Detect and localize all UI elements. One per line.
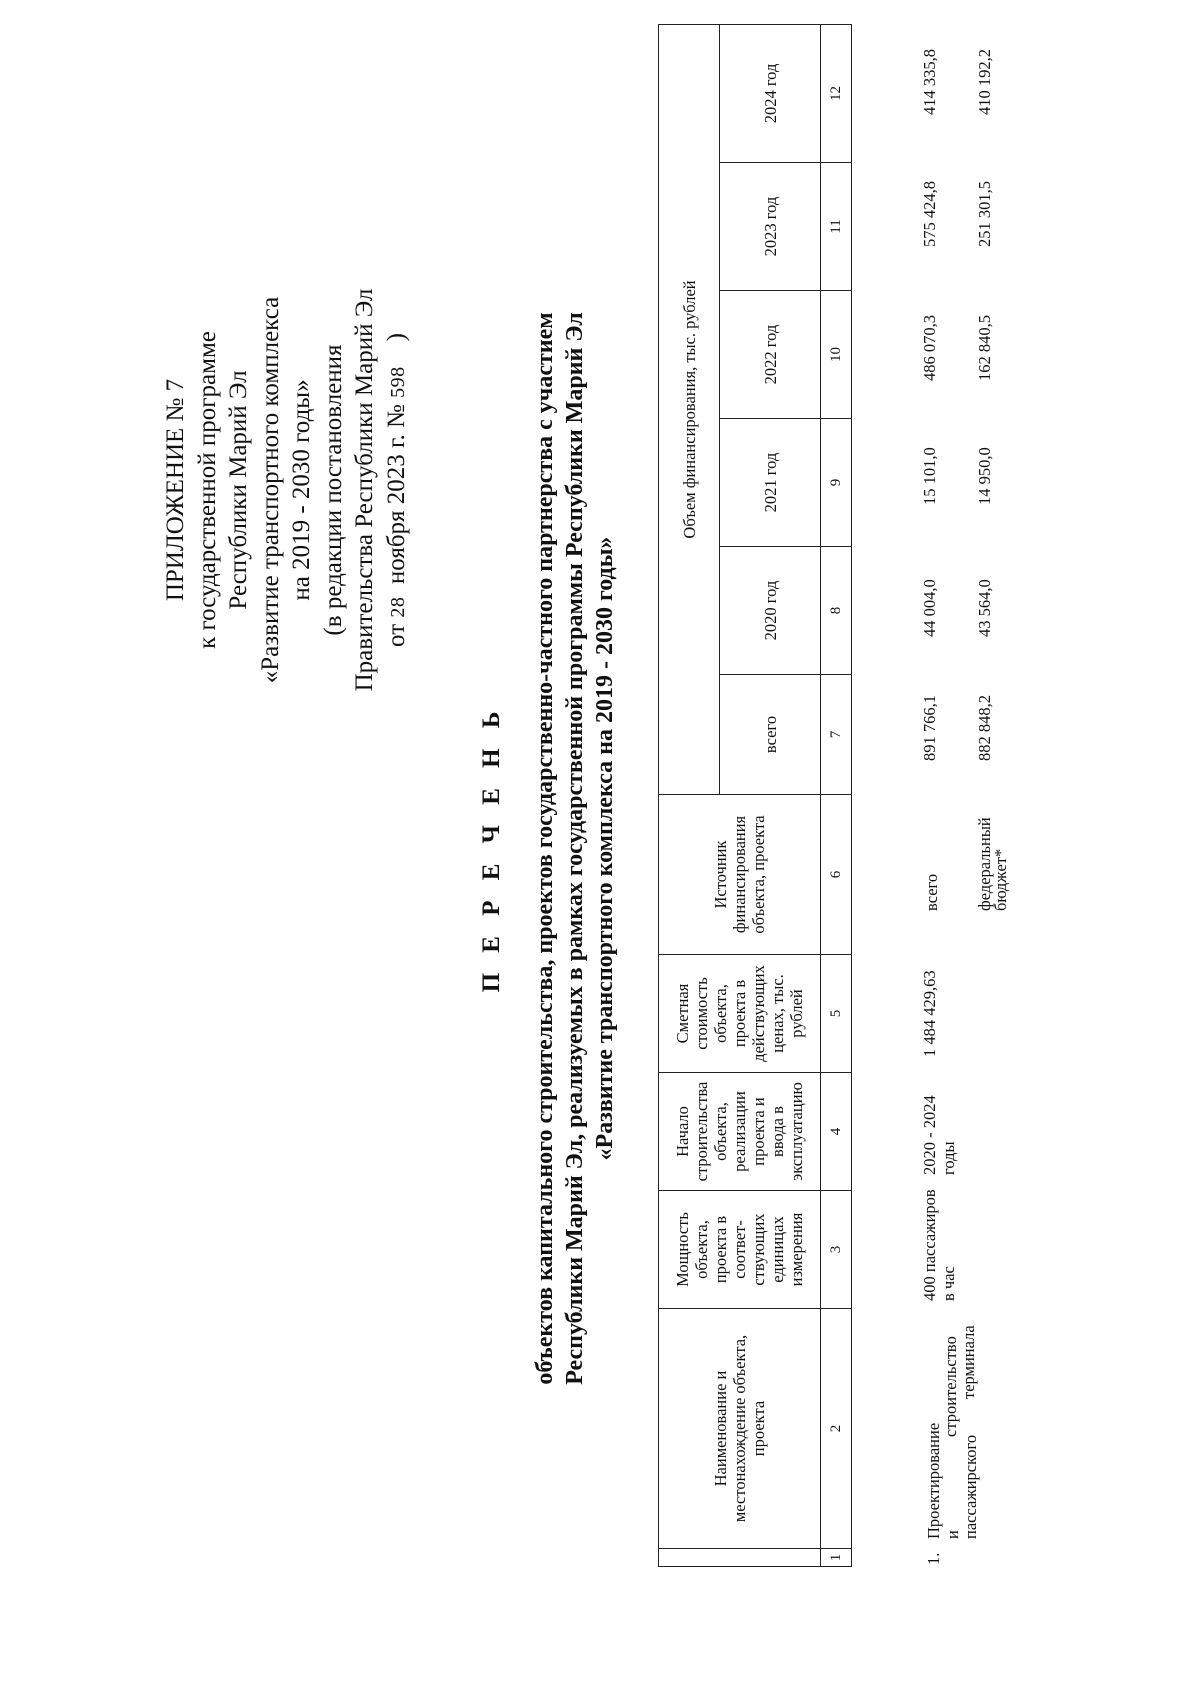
row-value-2021: 15 101,0 bbox=[920, 447, 939, 505]
column-number: 6 bbox=[821, 795, 852, 955]
row-name-line: и bbox=[943, 1530, 962, 1539]
row-value-2020: 44 004,0 bbox=[920, 579, 939, 637]
column-number: 11 bbox=[821, 163, 852, 291]
header-cell-source: Источник финансирования объекта, проекта bbox=[659, 795, 821, 955]
date-day: 28 bbox=[386, 596, 409, 618]
appendix-line: к государственной программе bbox=[193, 331, 221, 649]
column-number: 5 bbox=[821, 955, 852, 1073]
row-capacity-line: 400 пассажиров bbox=[920, 1189, 939, 1301]
date-prefix: от bbox=[382, 623, 410, 647]
header-cell-total: всего bbox=[720, 675, 821, 795]
column-number: 2 bbox=[821, 1309, 852, 1549]
objects-table bbox=[658, 24, 852, 1567]
column-number: 8 bbox=[821, 547, 852, 675]
appendix-line: (в редакции постановления bbox=[319, 344, 347, 636]
row-value-2020: 43 564,0 bbox=[975, 579, 994, 637]
date-mid: ноября 2023 г. № bbox=[382, 404, 410, 585]
header-cell-start: Начало строительства объекта, реализации проекта и ввода в эксплуатацию bbox=[659, 1073, 821, 1191]
header-cell-index bbox=[659, 1549, 821, 1567]
column-number: 3 bbox=[821, 1191, 852, 1309]
row-start-line: 2020 - 2024 bbox=[920, 1095, 939, 1175]
column-number: 7 bbox=[821, 675, 852, 795]
header-cell-2023: 2023 год bbox=[720, 163, 821, 291]
row-value-total: 882 848,2 bbox=[975, 695, 994, 761]
row-value-2021: 14 950,0 bbox=[975, 447, 994, 505]
row-source-line: федеральный bbox=[975, 817, 994, 911]
row-source-line: бюджет* bbox=[991, 848, 1010, 911]
row-value-2024: 410 192,2 bbox=[975, 49, 994, 115]
header-cell-funding-group: Объем финансирования, тыс. рублей bbox=[659, 24, 720, 794]
row-value-2023: 575 424,8 bbox=[920, 181, 939, 247]
column-number: 4 bbox=[821, 1073, 852, 1191]
appendix-line: Правительства Республики Марий Эл bbox=[351, 288, 378, 692]
row-name-line: терминала bbox=[959, 1325, 978, 1399]
row-value-2024: 414 335,8 bbox=[920, 49, 939, 115]
date-suffix: ) bbox=[382, 333, 410, 342]
appendix-line: «Развитие транспортного комплекса bbox=[256, 296, 284, 684]
header-cell-cost: Сметная стоимость объекта, проекта в действующих ценах, тыс. рублей bbox=[659, 955, 821, 1073]
row-cost: 1 484 429,63 bbox=[920, 970, 939, 1057]
document-title: П Е Р Е Ч Е Н Ь bbox=[478, 704, 505, 993]
column-number: 9 bbox=[821, 419, 852, 547]
date-number: 598 bbox=[386, 366, 409, 398]
appendix-title: ПРИЛОЖЕНИЕ № 7 bbox=[162, 378, 189, 602]
row-name-line: Проектирование bbox=[924, 1422, 943, 1539]
header-cell-2020: 2020 год bbox=[720, 547, 821, 675]
subtitle-line: «Развитие транспортного комплекса на 2019 - 2030 годы» bbox=[592, 536, 618, 1161]
row-value-total: 891 766,1 bbox=[920, 695, 939, 761]
column-number: 1 bbox=[821, 1549, 852, 1567]
row-source: всего bbox=[922, 873, 941, 911]
row-name-line: пассажирского bbox=[961, 1434, 980, 1539]
column-number: 10 bbox=[821, 291, 852, 419]
header-cell-2022: 2022 год bbox=[720, 291, 821, 419]
appendix-line: на 2019 - 2030 годы» bbox=[288, 379, 315, 601]
header-cell-2024: 2024 год bbox=[720, 24, 821, 162]
header-cell-capacity: Мощность объекта, проекта в соответ-ствующих единицах измерения bbox=[659, 1191, 821, 1309]
row-capacity-line: в час bbox=[939, 1266, 958, 1301]
document-subtitle bbox=[530, 0, 620, 1697]
appendix-header bbox=[160, 210, 414, 770]
appendix-line: Республики Марий Эл bbox=[225, 370, 252, 610]
subtitle-line: Республики Марий Эл, реализуемых в рамках государственной программы Республики Марий Эл bbox=[562, 312, 588, 1385]
row-value-2023: 251 301,5 bbox=[975, 181, 994, 247]
row-name-line: строительство bbox=[941, 1336, 960, 1437]
header-cell-2021: 2021 год bbox=[720, 419, 821, 547]
column-number: 12 bbox=[821, 24, 852, 162]
row-start-line: годы bbox=[939, 1141, 958, 1175]
appendix-date-line bbox=[381, 210, 415, 770]
subtitle-line: объектов капитального строительства, проектов государственно-частного партнерства с участием bbox=[532, 312, 558, 1385]
row-value-2022: 486 070,3 bbox=[920, 315, 939, 381]
row-value-2022: 162 840,5 bbox=[975, 315, 994, 381]
header-cell-name: Наименование и местонахождение объекта, проекта bbox=[659, 1309, 821, 1549]
row-number: 1. bbox=[924, 1552, 943, 1565]
